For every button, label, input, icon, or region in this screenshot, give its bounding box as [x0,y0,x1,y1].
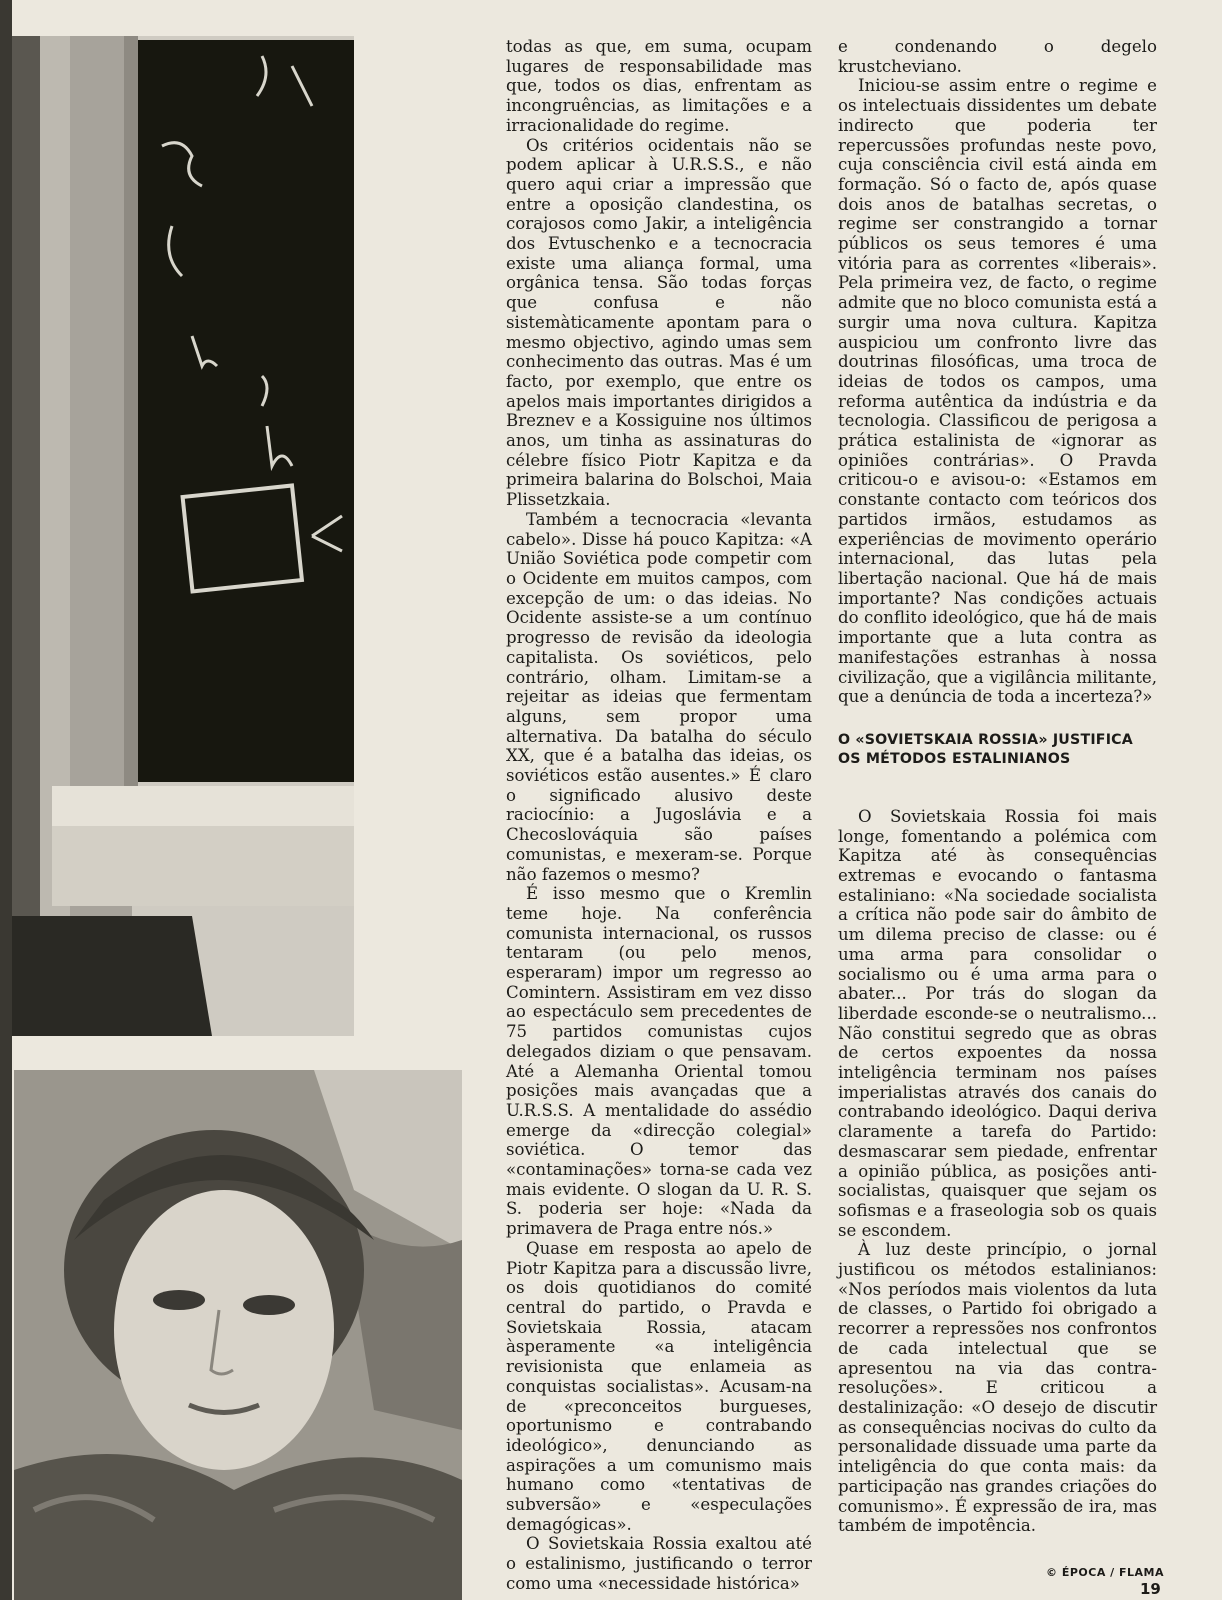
portrait-photo [14,1070,462,1600]
photo-credit: © ÉPOCA / FLAMA [1046,1566,1165,1579]
paragraph: Os critérios ocidentais não se podem aplicar à U.R.S.S., e não quero aqui criar a impressão que entre a oposição clandestina, os corajosos como Jakir, a inteligência dos Evtuschenko e a tecnocracia existe uma aliança formal, uma orgânica tensa. São todas forças que confusa e não sistemàticamente apontam para o mesmo objectivo, agindo umas sem conhecimento das outras. Mas é um facto, por exemplo, que entre os apelos mais importantes dirigidos a Breznev e a Kossiguine nos últimos anos, um tinha as assinaturas do célebre físico Piotr Kapitza e da primeira balarina do Bolschoi, Maia Plissetzkaia. [506,135,812,510]
page-number: 19 [1140,1580,1161,1598]
section-heading: O «SOVIETSKAIA ROSSIA» JUSTIFICA OS MÉTODOS ESTALINIANOS [838,731,1133,767]
paragraph: O Sovietskaia Rossia exaltou até o estalinismo, justificando o terror como uma «necessidade histórica» [506,1534,812,1593]
paragraph: É isso mesmo que o Kremlin teme hoje. Na conferência comunista internacional, os russos tentaram (ou pelo menos, esperaram) impor um regresso ao Comintern. Assistiram em vez disso ao espectáculo sem precedentes de 75 partidos comunistas cujos delegados diziam o que pensavam. Até a Alemanha Oriental tomou posições mais avançadas que a U.R.S.S. A mentalidade do assédio emerge da «direcção colegial» soviética. O temor das «contaminações» torna-se cada vez mais evidente. O slogan da U. R. S. S. poderia ser hoje: «Nada da primavera de Praga entre nós.» [506,884,812,1239]
page-spine [0,0,12,1600]
paragraph: Também a tecnocracia «levanta cabelo». Disse há pouco Kapitza: «A União Soviética pode competir com o Ocidente em muitos campos, com excepção de um: o das ideias. No Ocidente assiste-se a um contínuo progresso de revisão da ideologia capitalista. Os soviéticos, pelo contrário, olham. Limitam-se a rejeitar as ideias que fermentam alguns, sem propor uma alternativa. Da batalha do século XX, que é a batalha das ideias, os soviéticos estão ausentes.» É claro o significado alusivo deste raciocínio: a Jugoslávia e a Checoslováquia são países comunistas, e mexeram-se. Porque não fazemos o mesmo? [506,509,812,884]
paragraph: Iniciou-se assim entre o regime e os intelectuais dissidentes um debate indirecto que poderia ter repercussões profundas neste povo, cuja consciência civil está ainda em formação. Só o facto de, após quase dois anos de batalhas secretas, o regime ser constrangido a tornar públicos os seus temores é uma vitória para as correntes «liberais». Pela primeira vez, de facto, o regime admite que no bloco comunista está a surgir uma nova cultura. Kapitza auspiciou um confronto livre das doutrinas filosóficas, uma troca de ideias de todos os campos, uma reforma autêntica da indústria e da tecnologia. Classificou de perigosa a prática estalinista de «ignorar as opiniões contrárias». O Pravda criticou-o e avisou-o: «Estamos em constante contacto com teóricos dos partidos irmãos, estudamos as experiências de movimento operário internacional, das lutas pela libertação nacional. Que há de mais importante? Nas condições actuais do conflito ideológico, que há de mais importante que a luta contra as manifestações estranhas à nossa civilização, que a vigilância militante, que a denúncia de toda a incerteza?» [838,76,1157,707]
paragraph: todas as que, em suma, ocupam lugares de responsabilidade mas que, todos os dias, enfrentam as incongruências, as limitações e a irracionalidade do regime. [506,37,812,135]
paragraph: e condenando o degelo krustcheviano. [838,37,1157,76]
article-column-right [838,0,1157,1536]
paragraph: À luz deste princípio, o jornal justificou os métodos estalinianos: «Nos períodos mais violentos da luta de classes, o Partido foi obrigado a recorrer a repressões nos confrontos de cada intelectual que se apresentou na via das contra-resoluções». E criticou a destalinização: «O desejo de discutir as consequências nocivas do culto da personalidade dissuade uma parte da inteligência do que conta mais: da participação nas grandes criações do comunismo». É expressão de ira, mas também de impotência. [838,1240,1157,1536]
blackboard-photo [12,36,354,1036]
paragraph: O Sovietskaia Rossia foi mais longe, fomentando a polémica com Kapitza até às consequências extremas e evocando o fantasma estaliniano: «Na sociedade socialista a crítica não pode sair do âmbito de um dilema preciso de classe: ou é uma arma para consolidar o socialismo ou é uma arma para o abater... Por trás do slogan da liberdade esconde-se o neutralismo... Não constitui segredo que as obras de certos expoentes da nossa inteligência terminam nos países imperialistas através dos canais do contrabando ideológico. Daqui deriva claramente a tarefa do Partido: desmascarar sem piedade, enfrentar a opinião pública, as posições anti-socialistas, quaisquer que sejam os sofismas e a fraseologia sob os quais se escondem. [838,806,1157,1240]
article-column-middle [506,0,812,1594]
paragraph: Quase em resposta ao apelo de Piotr Kapitza para a discussão livre, os dois quotidianos do comité central do partido, o Pravda e Sovietskaia Rossia, atacam àsperamente «a inteligência revisionista que enlameia as conquistas socialistas». Acusam-na de «preconceitos burgueses, oportunismo e contrabando ideológico», denunciando as aspirações a um comunismo mais humano como «tentativas de subversão» e «especulações demagógicas». [506,1238,812,1534]
